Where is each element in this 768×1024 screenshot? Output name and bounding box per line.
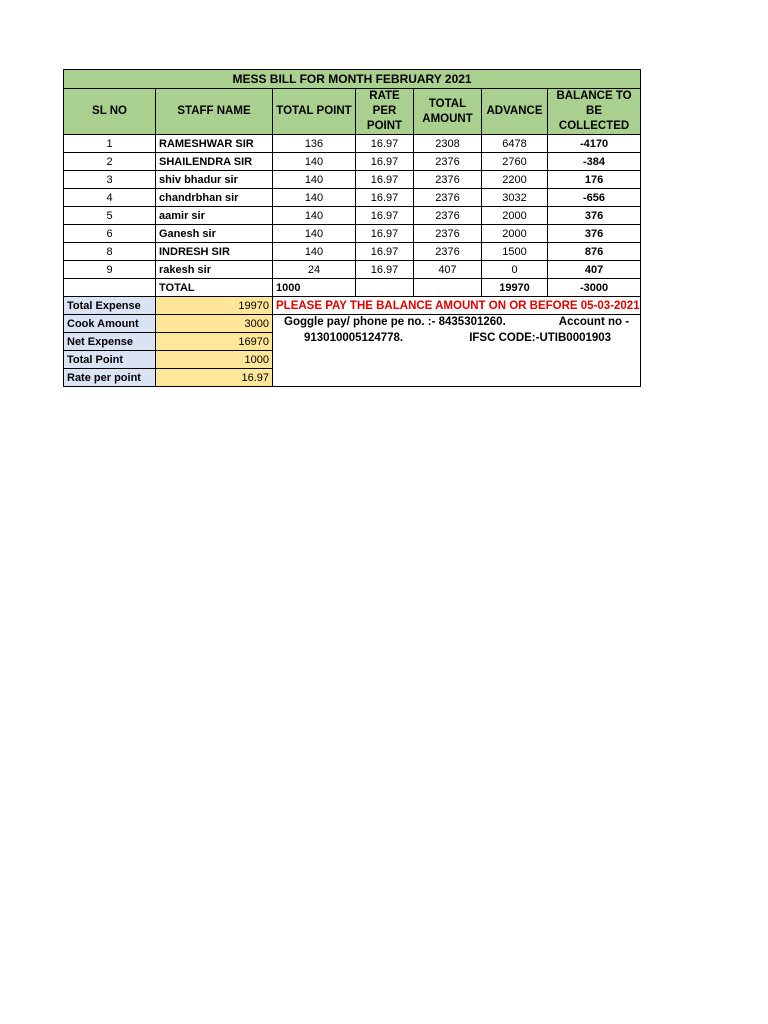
staff-name-cell: aamir sir: [156, 207, 273, 225]
rate-cell: 16.97: [356, 135, 414, 153]
staff-name-cell: SHAILENDRA SIR: [156, 153, 273, 171]
table-row: [64, 153, 641, 171]
net-expense-label: Net Expense: [64, 333, 156, 351]
amount-cell: 2376: [414, 243, 482, 261]
sl-no-cell: 3: [64, 171, 156, 189]
rate-cell: 16.97: [356, 243, 414, 261]
staff-name-cell: shiv bhadur sir: [156, 171, 273, 189]
header-advance: ADVANCE: [482, 89, 548, 135]
sl-no-cell: 2: [64, 153, 156, 171]
table-row: [64, 171, 641, 189]
rate-per-point-label: Rate per point: [64, 369, 156, 387]
total-amount-empty: [414, 279, 482, 297]
staff-name-cell: RAMESHWAR SIR: [156, 135, 273, 153]
amount-cell: 2376: [414, 153, 482, 171]
bill-title: MESS BILL FOR MONTH FEBRUARY 2021: [64, 70, 641, 89]
advance-cell: 2760: [482, 153, 548, 171]
advance-cell: 3032: [482, 189, 548, 207]
summary-row: [64, 297, 641, 315]
table-row: [64, 207, 641, 225]
staff-name-cell: INDRESH SIR: [156, 243, 273, 261]
total-label: TOTAL: [156, 279, 273, 297]
staff-name-cell: rakesh sir: [156, 261, 273, 279]
rate-cell: 16.97: [356, 225, 414, 243]
staff-name-cell: chandrbhan sir: [156, 189, 273, 207]
total-row: [64, 279, 641, 297]
total-point-cell: 140: [273, 243, 356, 261]
sl-no-cell: 9: [64, 261, 156, 279]
balance-cell: 376: [548, 207, 641, 225]
cook-amount-label: Cook Amount: [64, 315, 156, 333]
rate-cell: 16.97: [356, 171, 414, 189]
rate-cell: 16.97: [356, 153, 414, 171]
payment-details: [273, 315, 641, 387]
mess-bill-table: [63, 69, 641, 387]
title-row: [64, 70, 641, 89]
staff-name-cell: Ganesh sir: [156, 225, 273, 243]
advance-cell: 6478: [482, 135, 548, 153]
total-point-value: 1000: [156, 351, 273, 369]
header-staff-name: STAFF NAME: [156, 89, 273, 135]
table-row: [64, 225, 641, 243]
payment-line-2: [276, 331, 637, 345]
sl-no-cell: 1: [64, 135, 156, 153]
header-row: [64, 89, 641, 135]
amount-cell: 2376: [414, 225, 482, 243]
amount-cell: 2308: [414, 135, 482, 153]
cook-amount-value: 3000: [156, 315, 273, 333]
table-row: [64, 189, 641, 207]
amount-cell: 2376: [414, 207, 482, 225]
total-expense-label: Total Expense: [64, 297, 156, 315]
total-point-sum: 1000: [273, 279, 356, 297]
table-row: [64, 135, 641, 153]
amount-cell: 2376: [414, 189, 482, 207]
amount-cell: 407: [414, 261, 482, 279]
total-expense-value: 19970: [156, 297, 273, 315]
balance-cell: 876: [548, 243, 641, 261]
advance-cell: 2000: [482, 207, 548, 225]
sl-no-cell: 6: [64, 225, 156, 243]
header-total-point: TOTAL POINT: [273, 89, 356, 135]
total-point-cell: 140: [273, 189, 356, 207]
header-balance: BALANCE TO BE COLLECTED: [548, 89, 641, 135]
sl-no-cell: 4: [64, 189, 156, 207]
balance-cell: 376: [548, 225, 641, 243]
total-advance-sum: 19970: [482, 279, 548, 297]
account-label: Account no -: [558, 316, 630, 328]
balance-cell: -384: [548, 153, 641, 171]
advance-cell: 0: [482, 261, 548, 279]
total-row-empty: [64, 279, 156, 297]
ifsc-code: IFSC CODE:-UTIB0001903: [469, 332, 612, 344]
account-number: 913010005124778.: [304, 332, 404, 344]
total-point-cell: 140: [273, 225, 356, 243]
rate-per-point-value: 16.97: [156, 369, 273, 387]
summary-row: [64, 315, 641, 333]
total-point-cell: 24: [273, 261, 356, 279]
balance-cell: 407: [548, 261, 641, 279]
total-rate-empty: [356, 279, 414, 297]
advance-cell: 1500: [482, 243, 548, 261]
header-rate-per-point: RATE PER POINT: [356, 89, 414, 135]
amount-cell: 2376: [414, 171, 482, 189]
total-point-cell: 140: [273, 171, 356, 189]
net-expense-value: 16970: [156, 333, 273, 351]
sl-no-cell: 8: [64, 243, 156, 261]
total-point-cell: 140: [273, 207, 356, 225]
sl-no-cell: 5: [64, 207, 156, 225]
header-total-amount: TOTAL AMOUNT: [414, 89, 482, 135]
total-point-cell: 140: [273, 153, 356, 171]
balance-cell: -656: [548, 189, 641, 207]
rate-cell: 16.97: [356, 261, 414, 279]
total-balance-sum: -3000: [548, 279, 641, 297]
table-row: [64, 243, 641, 261]
advance-cell: 2000: [482, 225, 548, 243]
payment-line-1: [276, 315, 637, 329]
header-sl-no: SL NO: [64, 89, 156, 135]
balance-cell: -4170: [548, 135, 641, 153]
total-point-label: Total Point: [64, 351, 156, 369]
total-point-cell: 136: [273, 135, 356, 153]
rate-cell: 16.97: [356, 189, 414, 207]
phone-pay-number: Goggle pay/ phone pe no. :- 8435301260.: [284, 316, 506, 328]
payment-deadline-notice: PLEASE PAY THE BALANCE AMOUNT ON OR BEFORE 05-03-2021: [273, 297, 641, 315]
table-row: [64, 261, 641, 279]
rate-cell: 16.97: [356, 207, 414, 225]
balance-cell: 176: [548, 171, 641, 189]
advance-cell: 2200: [482, 171, 548, 189]
